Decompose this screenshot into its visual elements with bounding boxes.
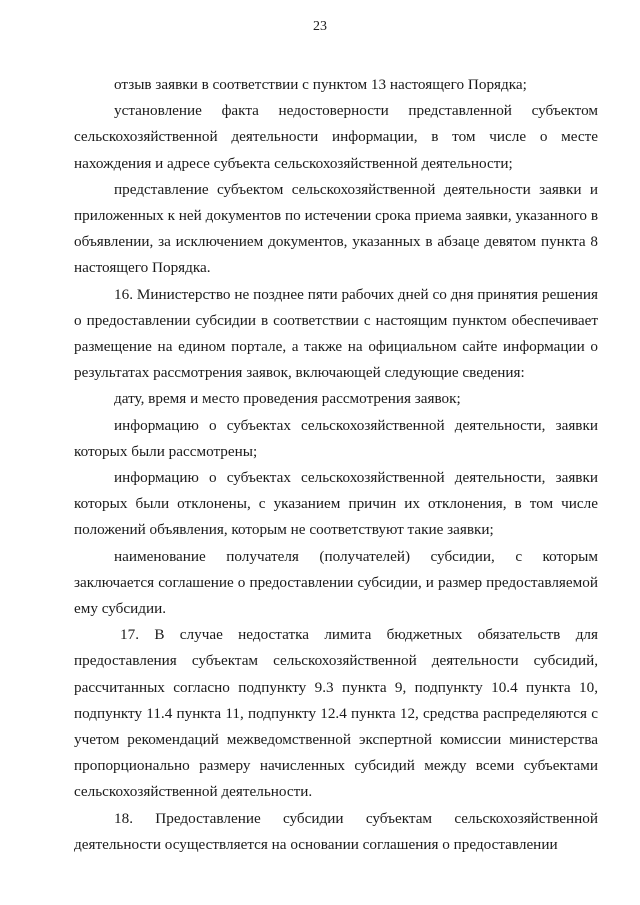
- paragraph-date-time-place: дату, время и место проведения рассмотрения заявок;: [114, 390, 461, 408]
- document-body: [74, 72, 598, 858]
- paragraph-item-18: 18. Предоставление субсидии субъектам сельскохозяйственной деятельности осуществляется на основании соглашения о предоставлении: [74, 809, 598, 853]
- paragraph-item-16: 16. Министерство не позднее пяти рабочих дней со дня принятия решения о предоставлении субсидии в соответствии с настоящим пунктом обеспечивает размещение на едином портале, а также на официальном сайте информации о результатах рассмотрения заявок, включающей следующие сведения:: [74, 285, 598, 382]
- paragraph-withdrawal: отзыв заявки в соответствии с пунктом 13 настоящего Порядка;: [114, 76, 527, 93]
- paragraph-late-submission: представление субъектом сельскохозяйственной деятельности заявки и приложенных к ней документов по истечении срока приема заявки, указанного в объявлении, за исключением документов, указанных в абзаце девятом пункта 8 настоящего Порядка.: [74, 180, 598, 277]
- page-number: 23: [313, 19, 327, 34]
- paragraph-reviewed-applicants: информацию о субъектах сельскохозяйственной деятельности, заявки которых были рассмотрены;: [74, 416, 598, 460]
- paragraph-rejected-applicants: информацию о субъектах сельскохозяйственной деятельности, заявки которых были отклонены, с указанием причин их отклонения, в том числе положений объявления, которым не соответствуют такие заявки;: [74, 469, 598, 539]
- paragraph-item-17: 17. В случае недостатка лимита бюджетных обязательств для предоставления субъектам сельскохозяйственной деятельности субсидий, рассчитанных согласно подпункту 9.3 пункта 9, подпункту 10.4 пункта 10, подпункту 11.4 пункта 11, подпункту 12.4 пункта 12, средства распределяются с учетом рекомендаций межведомственной экспертной комиссии министерства пропорционально размеру начисленных субсидий между всеми субъектами сельскохозяйственной деятельности.: [74, 626, 598, 801]
- paragraph-recipient-name: наименование получателя (получателей) субсидии, с которым заключается соглашение о предоставлении субсидии, и размер предоставляемой ему субсидии.: [74, 547, 598, 618]
- paragraph-false-information: установление факта недостоверности представленной субъектом сельскохозяйственной деятельности информации, в том числе о месте нахождения и адресе субъекта сельскохозяйственной деятельности;: [74, 102, 598, 172]
